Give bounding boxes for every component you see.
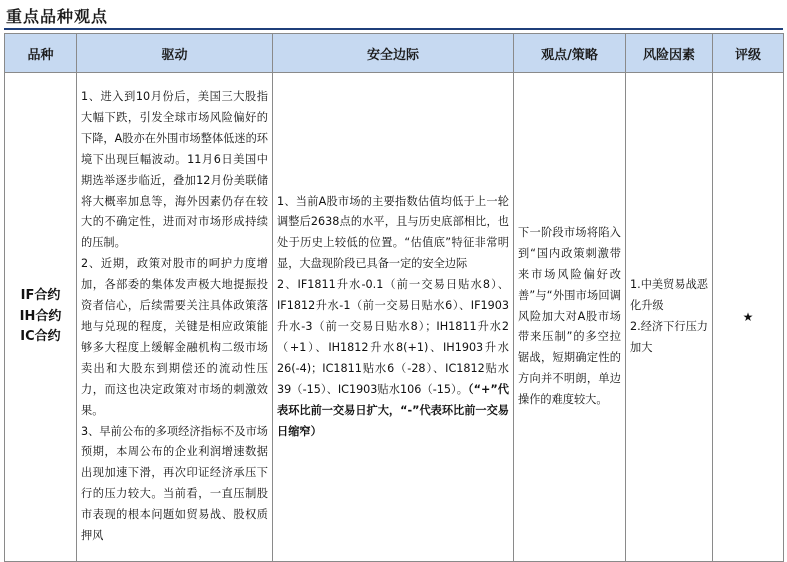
header-product: 品种 (5, 34, 77, 73)
product-ic: IC合约 (20, 329, 61, 345)
risk-item-1: 1.中美贸易战恶化升级 (630, 278, 708, 313)
title-divider (4, 28, 783, 30)
header-strategy: 观点/策略 (514, 34, 626, 73)
table-row (5, 73, 784, 562)
product-ih: IH合约 (19, 308, 62, 324)
driver-point-2: 2、近期，政策对股市的呵护力度增加，各部委的集体发声极大地提振投资者信心，后续需要关注具体政策落地与兑现的程度，关键是相应政策能够多大程度上缓解金融机构二级市场卖出和大股东到期偿还的流动性压力，而这也决定政策对市场的刺激效果。 (81, 257, 268, 417)
page-title: 重点品种观点 (6, 7, 109, 26)
header-drivers: 驱动 (77, 34, 273, 73)
key-products-table (4, 33, 784, 562)
rating-star-icon: ★ (742, 309, 754, 324)
safety-margin-point-2 (277, 275, 509, 442)
header-rating: 评级 (713, 34, 784, 73)
basis-legend-note: （“+”代表环比前一交易日扩大，“-”代表环比前一交易日缩窄） (277, 382, 509, 438)
cell-risk-factors (626, 73, 713, 562)
cell-products (5, 73, 77, 562)
cell-rating (713, 73, 784, 562)
safety-margin-point-1: 1、当前A股市场的主要指数估值均低于上一轮调整后2638点的水平，且与历史底部相比，也处于历史上较低的位置。“估值底”特征非常明显，大盘现阶段已具备一定的安全边际 (277, 194, 509, 271)
header-risk-factors: 风险因素 (626, 34, 713, 73)
basis-values: 2、IF1811升水-0.1（前一交易日贴水8）、IF1812升水-1（前一交易日贴水6）、IF1903升水-3（前一交易日贴水8）；IH1811升水2（+1）、IH1812升水8(+1)、IH1903升水26(-4)；IC1811贴水6（-28）、IC1812贴水39（-15）、IC1903贴水106（-15）。 (277, 278, 509, 396)
product-if: IF合约 (20, 287, 61, 303)
cell-strategy (514, 73, 626, 562)
driver-point-3: 3、早前公布的多项经济指标不及市场预期，本周公布的企业利润增速数据出现加速下滑，再次印证经济承压下行的压力较大。当前看，一直压制股市表现的根本问题如贸易战、股权质押风 (81, 424, 268, 543)
cell-safety-margin (273, 73, 514, 562)
table-header-row (5, 34, 784, 73)
driver-point-1: 1、进入到10月份后，美国三大股指大幅下跌，引发全球市场风险偏好的下降，A股亦在外围市场整体低迷的环境下出现巨幅波动。11月6日美国中期选举逐步临近，叠加12月份美联储将大概率加息等，海外因素仍存在较大的不确定性，进而对市场形成持续的压制。 (81, 90, 268, 250)
risk-item-2: 2.经济下行压力加大 (630, 320, 708, 354)
strategy-text: 下一阶段市场将陷入到“国内政策刺激带来市场风险偏好改善”与“外围市场回调风险加大对A股市场带来压制”的多空拉锯战，短期确定性的方向并不明朗，单边操作的难度较大。 (518, 225, 621, 407)
header-safety-margin: 安全边际 (273, 34, 514, 73)
cell-drivers (77, 73, 273, 562)
